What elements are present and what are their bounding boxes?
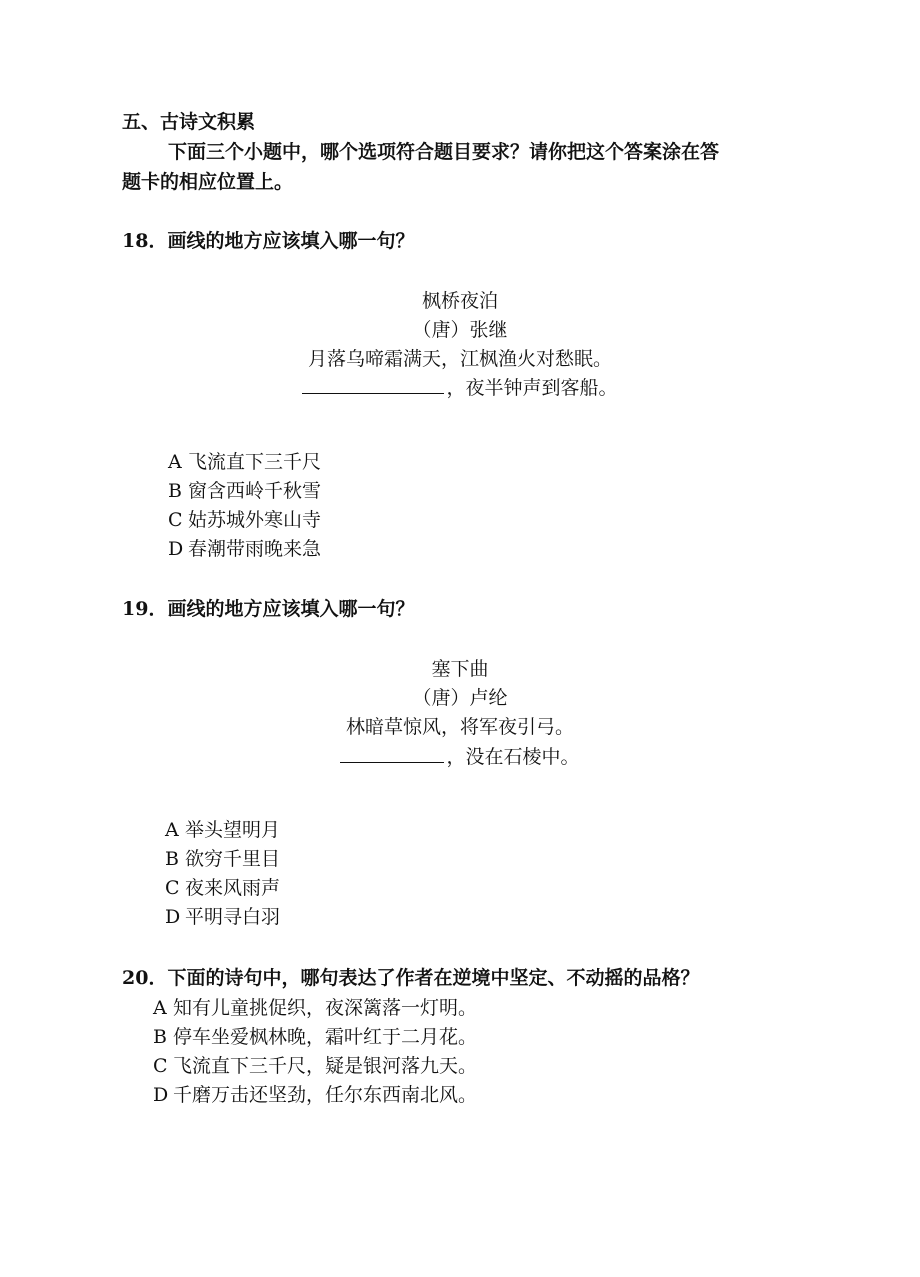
question-18-text: 画线的地方应该填入哪一句？ bbox=[167, 230, 415, 252]
instruction-line-1: 下面三个小题中，哪个选项符合题目要求？请你把这个答案涂在答 bbox=[168, 141, 720, 163]
option-19-a: A 举头望明月 bbox=[165, 819, 281, 841]
instruction-line-2: 题卡的相应位置上。 bbox=[122, 171, 294, 193]
option-19-b: B 欲穷千里目 bbox=[165, 848, 281, 870]
poem-19-line-1: 林暗草惊风，将军夜引弓。 bbox=[345, 716, 574, 738]
poem-19-line-2 bbox=[0, 742, 920, 769]
option-18-a: A 飞流直下三千尺 bbox=[168, 451, 322, 473]
question-20-text: 下面的诗句中，哪句表达了作者在逆境中坚定、不动摇的品格？ bbox=[167, 967, 700, 989]
option-19-c: C 夜来风雨声 bbox=[165, 877, 281, 899]
poem-18-line-2-rest: ，夜半钟声到客船。 bbox=[446, 377, 618, 399]
option-20-d: D 千磨万击还坚劲，任尔东西南北风。 bbox=[153, 1084, 478, 1106]
question-20-number: 20． bbox=[122, 967, 168, 989]
poem-18-author: （唐）张继 bbox=[412, 319, 508, 341]
question-19-prompt bbox=[122, 594, 414, 621]
option-20-c: C 飞流直下三千尺，疑是银河落九天。 bbox=[153, 1055, 478, 1077]
option-18-c: C 姑苏城外寒山寺 bbox=[168, 509, 322, 531]
section-title: 五、古诗文积累 bbox=[122, 111, 256, 133]
poem-18-line-1: 月落乌啼霜满天，江枫渔火对愁眠。 bbox=[307, 348, 612, 370]
fill-in-blank-19 bbox=[340, 761, 444, 763]
fill-in-blank-18 bbox=[302, 392, 444, 394]
option-20-b: B 停车坐爱枫林晚，霜叶红于二月花。 bbox=[153, 1026, 478, 1048]
poem-19-title: 塞下曲 bbox=[431, 658, 489, 680]
question-18-number: 18． bbox=[122, 230, 168, 252]
question-19-text: 画线的地方应该填入哪一句？ bbox=[167, 598, 415, 620]
poem-19-author: （唐）卢纶 bbox=[412, 687, 508, 709]
poem-18-title: 枫桥夜泊 bbox=[421, 290, 498, 312]
option-20-a: A 知有儿童挑促织，夜深篱落一灯明。 bbox=[153, 997, 478, 1019]
question-18-prompt bbox=[122, 226, 414, 253]
poem-19-line-2-rest: ，没在石棱中。 bbox=[446, 746, 580, 768]
question-19-number: 19． bbox=[122, 598, 168, 620]
option-18-b: B 窗含西岭千秋雪 bbox=[168, 480, 322, 502]
option-18-d: D 春潮带雨晚来急 bbox=[168, 538, 322, 560]
question-20-prompt bbox=[122, 963, 699, 990]
poem-18-line-2 bbox=[0, 373, 920, 400]
option-19-d: D 平明寻白羽 bbox=[165, 906, 281, 928]
